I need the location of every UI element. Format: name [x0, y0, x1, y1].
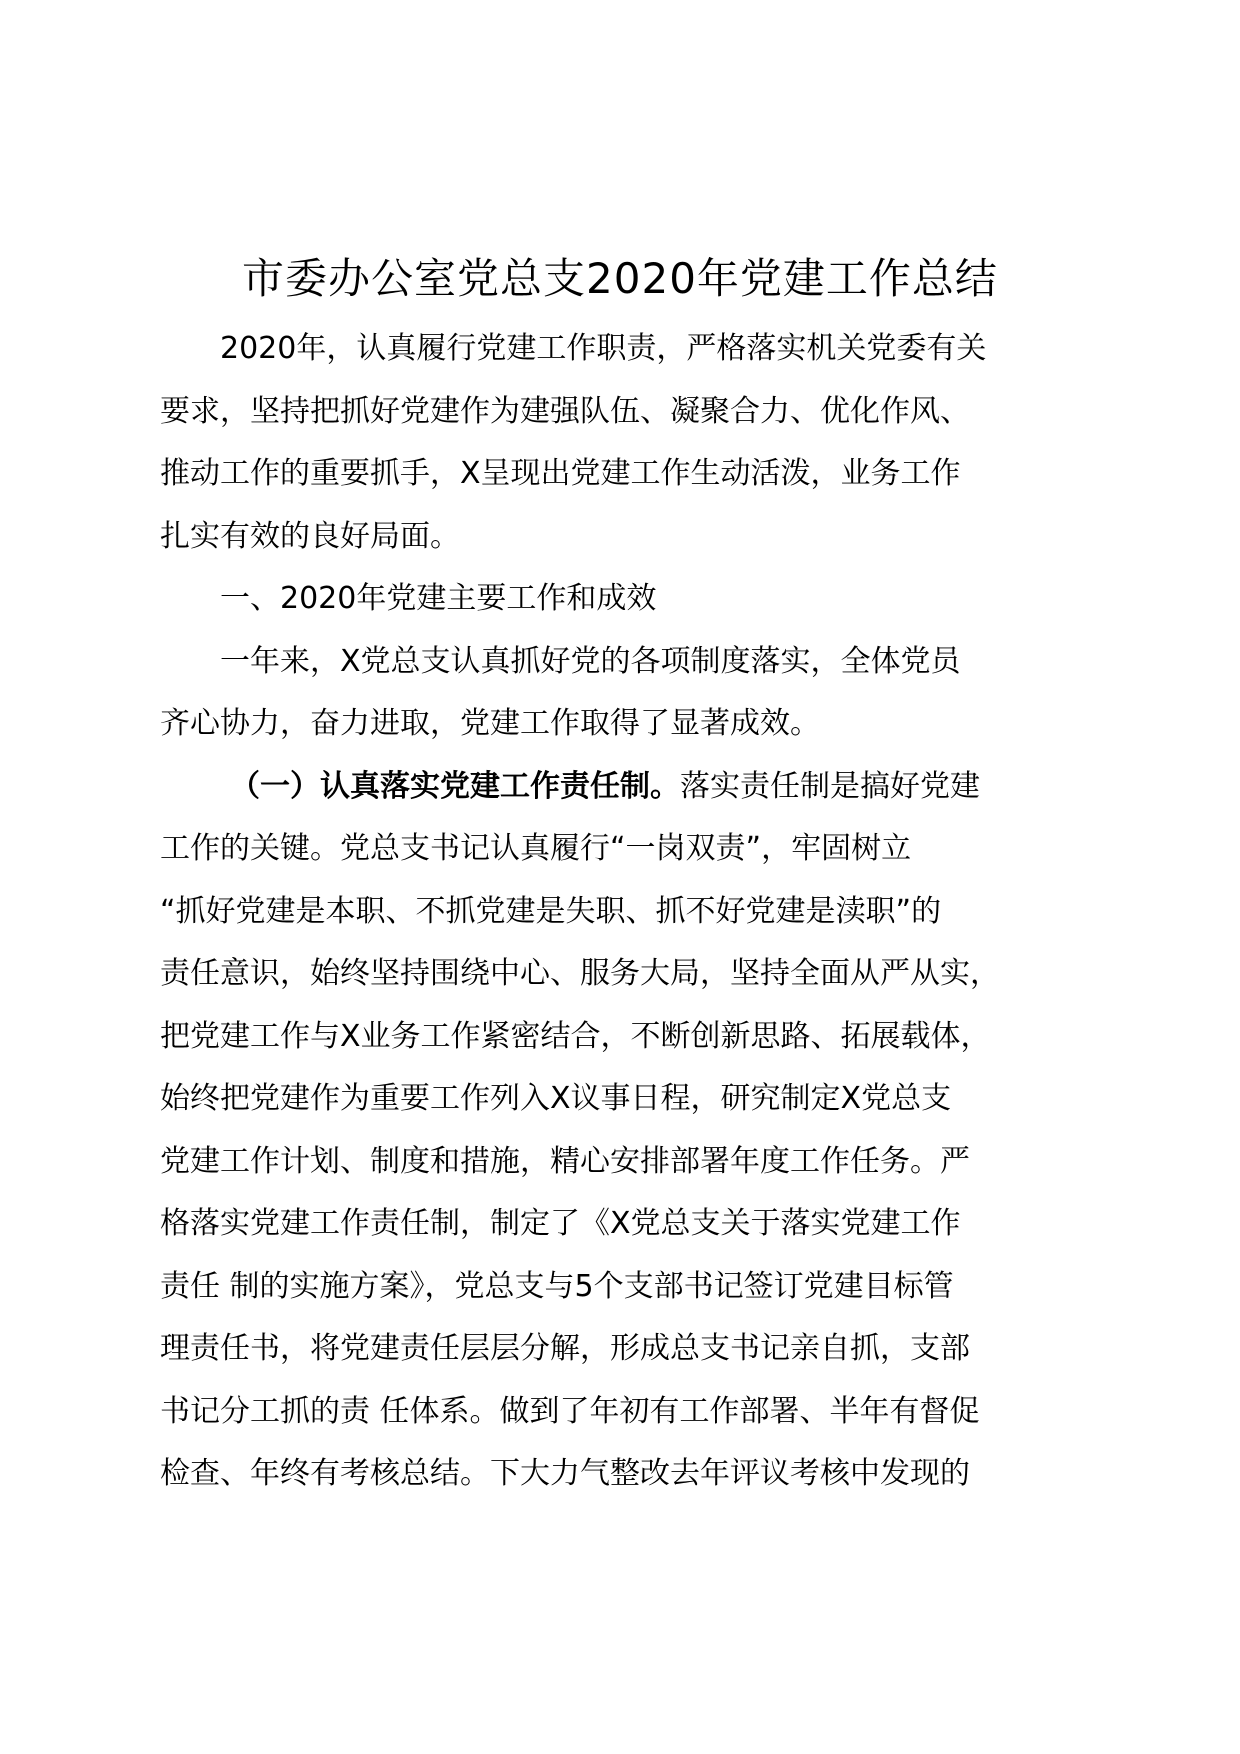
paragraph-line: 理责任书，将党建责任层层分解，形成总支书记亲自抓，支部 [160, 1331, 970, 1366]
paragraph-line: 责任 制的实施方案》，党总支与5个支部书记签订党建目标管 [160, 1268, 954, 1304]
paragraph-line: 始终把党建作为重要工作列入X议事日程，研究制定X党总支 [160, 1081, 952, 1116]
paragraph-line: 2020年，认真履行党建工作职责，严格落实机关党委有关 [220, 331, 987, 366]
subsection-line [160, 756, 1080, 819]
paragraph-line: 扎实有效的良好局面。 [160, 518, 460, 554]
paragraph-line: 工作的关键。党总支书记认真履行“一岗双责”，牢固树立 [160, 831, 912, 866]
subsection-text: 落实责任制是搞好党建 [680, 768, 980, 804]
paragraph-line: 党建工作计划、制度和措施，精心安排部署年度工作任务。严 [160, 1143, 970, 1179]
paragraph-line: “抓好党建是本职、不抓党建是失职、抓不好党建是渎职”的 [160, 893, 942, 929]
paragraph-line: 推动工作的重要抓手，X呈现出党建工作生动活泼，业务工作 [160, 456, 961, 491]
paragraph-line: 一年来，X党总支认真抓好党的各项制度落实，全体党员 [220, 643, 961, 679]
section-heading: 一、2020年党建主要工作和成效 [220, 581, 657, 616]
paragraph-line: 把党建工作与X业务工作紧密结合，不断创新思路、拓展载体， [160, 1018, 991, 1054]
paragraph-line: 书记分工抓的责 任体系。做到了年初有工作部署、半年有督促 [160, 1393, 980, 1429]
paragraph-line: 格落实党建工作责任制，制定了《X党总支关于落实党建工作 [160, 1206, 961, 1241]
subsection-heading: （一）认真落实党建工作责任制。 [230, 768, 680, 804]
paragraph-line: 检查、年终有考核总结。下大力气整改去年评议考核中发现的 [160, 1456, 970, 1491]
document-title: 市委办公室党总支2020年党建工作总结 [242, 254, 998, 303]
paragraph-line: 齐心协力，奋力进取，党建工作取得了显著成效。 [160, 706, 820, 741]
document-body [160, 318, 1080, 1506]
paragraph-line: 要求，坚持把抓好党建作为建强队伍、凝聚合力、优化作风、 [160, 393, 970, 429]
paragraph-line: 责任意识，始终坚持围绕中心、服务大局，坚持全面从严从实， [160, 956, 1000, 991]
